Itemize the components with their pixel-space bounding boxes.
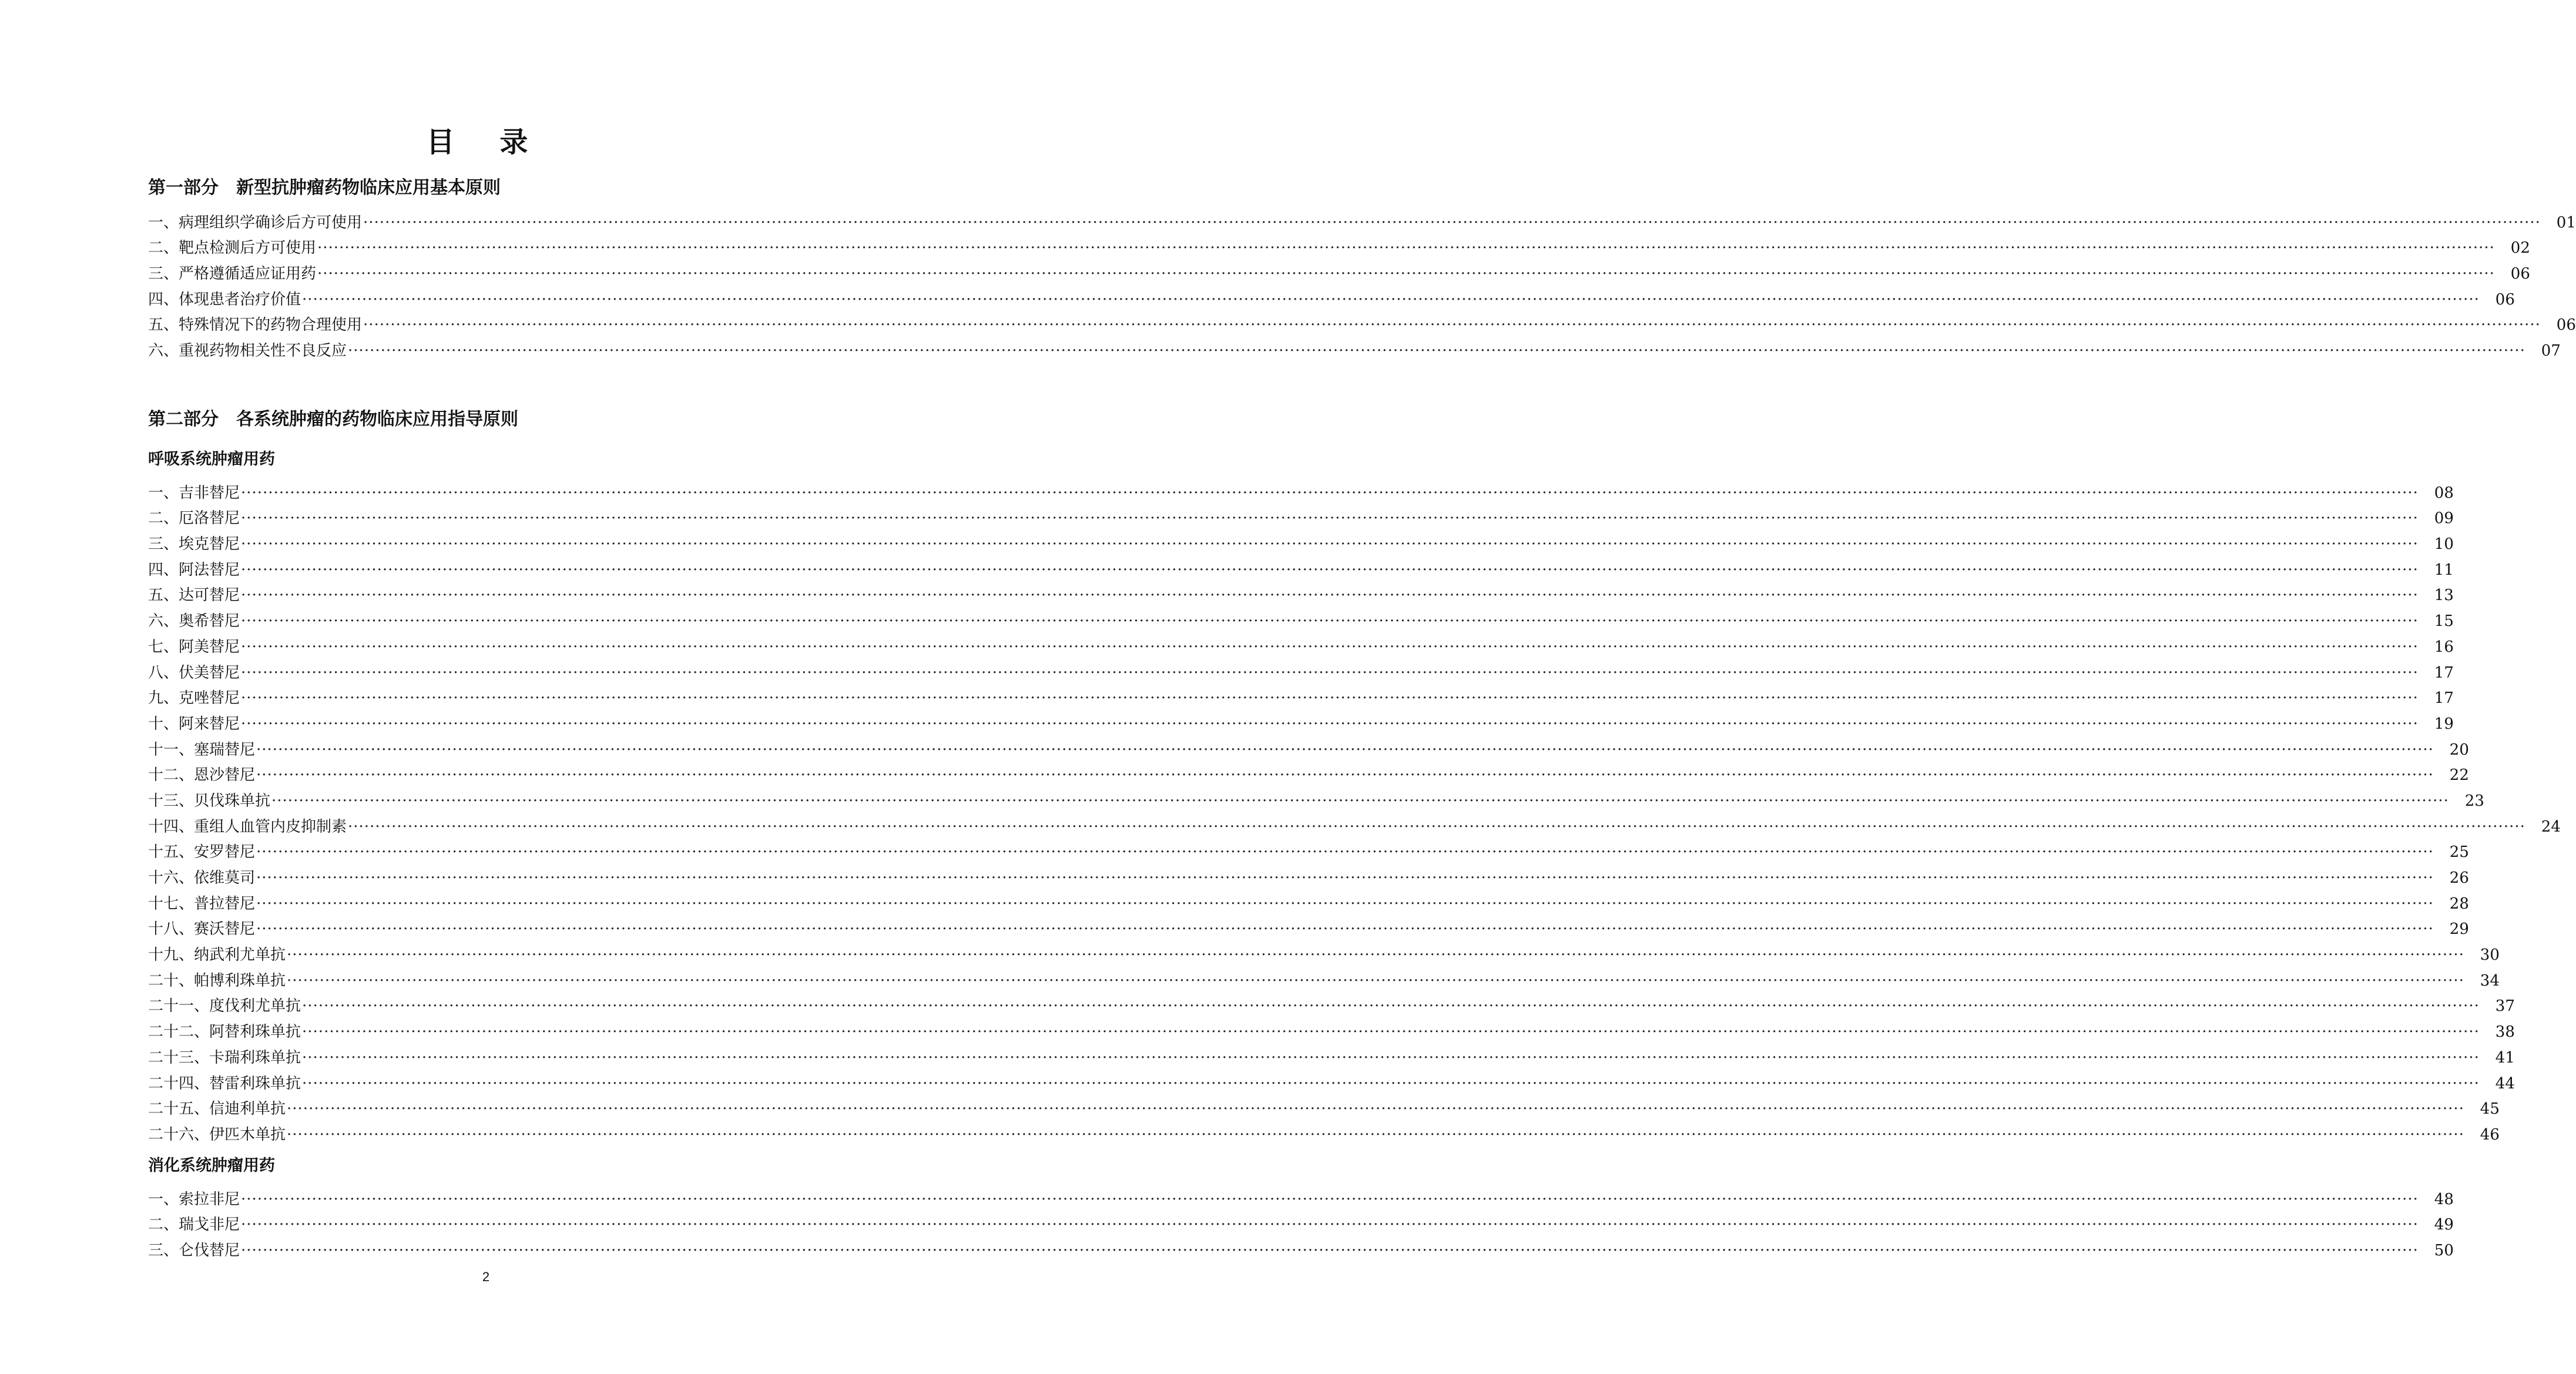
toc-entry-label: 二、靶点检测后方可使用 xyxy=(148,239,317,257)
toc-entry-label: 二十、帕博利珠单抗 xyxy=(148,971,286,990)
toc-dot-leader: ················································································································································································································································································································································································································ xyxy=(317,239,2495,257)
section-heading-digestive: 消化系统肿瘤用药 xyxy=(148,1157,275,1175)
toc-entry-label: 十七、普拉替尼 xyxy=(148,894,256,913)
toc-dot-leader: ················································································································································································································································································································································································································ xyxy=(271,792,2449,810)
toc-entry-page: 06 xyxy=(2495,290,2515,309)
toc-entry[interactable] xyxy=(148,1042,2515,1068)
toc-entry[interactable] xyxy=(148,1068,2515,1094)
toc-entry[interactable] xyxy=(148,734,2469,760)
toc-entry[interactable] xyxy=(148,991,2515,1017)
toc-entry-page: 30 xyxy=(2480,946,2500,964)
toc-entry-page: 22 xyxy=(2449,766,2469,785)
toc-dot-leader: ················································································································································································································································································································································································································ xyxy=(241,587,2419,605)
toc-entry-page: 08 xyxy=(2434,484,2454,502)
respiratory-toc-list xyxy=(148,477,2561,1145)
toc-entry[interactable] xyxy=(148,914,2469,940)
toc-entry-label: 二十四、替雷利珠单抗 xyxy=(148,1074,301,1093)
toc-entry-label: 二十二、阿替利珠单抗 xyxy=(148,1023,301,1041)
toc-dot-leader: ················································································································································································································································································································································································································ xyxy=(256,869,2434,887)
toc-entry[interactable] xyxy=(148,1119,2500,1145)
toc-entry-label: 四、体现患者治疗价值 xyxy=(148,290,301,309)
toc-dot-leader: ················································································································································································································································································································································································································ xyxy=(241,612,2419,631)
toc-dot-leader: ················································································································································································································································································································································································································ xyxy=(287,1125,2464,1144)
toc-entry[interactable] xyxy=(148,477,2454,503)
toc-entry-page: 09 xyxy=(2434,510,2454,528)
toc-entry-page: 45 xyxy=(2480,1100,2500,1118)
toc-entry[interactable] xyxy=(148,683,2454,709)
toc-entry-label: 二、瑞戈非尼 xyxy=(148,1216,240,1234)
toc-entry[interactable] xyxy=(148,258,2530,284)
toc-entry-label: 二十五、信迪利单抗 xyxy=(148,1100,286,1118)
toc-entry[interactable] xyxy=(148,1184,2454,1209)
toc-dot-leader: ················································································································································································································································································································································································································ xyxy=(287,971,2464,990)
toc-entry-label: 二十三、卡瑞利珠单抗 xyxy=(148,1048,301,1067)
toc-entry[interactable] xyxy=(148,760,2469,786)
toc-entry[interactable] xyxy=(148,811,2561,837)
toc-dot-leader: ················································································································································································································································································································································································································ xyxy=(241,561,2419,579)
toc-dot-leader: ················································································································································································································································································································································································································ xyxy=(241,1216,2419,1234)
toc-dot-leader: ················································································································································································································································································································································································································ xyxy=(241,1242,2419,1260)
toc-entry-label: 二十一、度伐利尤单抗 xyxy=(148,997,301,1016)
toc-entry[interactable] xyxy=(148,528,2454,554)
toc-entry-page: 02 xyxy=(2510,239,2530,257)
page-title: 目 录 xyxy=(426,126,546,159)
toc-entry[interactable] xyxy=(148,785,2484,811)
toc-entry[interactable] xyxy=(148,503,2454,529)
toc-dot-leader: ················································································································································································································································································································································································································ xyxy=(287,946,2464,964)
toc-entry-page: 26 xyxy=(2449,869,2469,887)
toc-dot-leader: ················································································································································································································································································································································································································ xyxy=(287,1100,2464,1118)
toc-entry-page: 50 xyxy=(2434,1242,2454,1260)
toc-entry-page: 15 xyxy=(2434,612,2454,631)
toc-entry[interactable] xyxy=(148,657,2454,683)
toc-dot-leader: ················································································································································································································································································································································································································ xyxy=(302,1074,2480,1093)
toc-entry-label: 十六、依维莫司 xyxy=(148,869,256,887)
toc-entry[interactable] xyxy=(148,862,2469,888)
toc-entry-label: 一、病理组织学确诊后方可使用 xyxy=(148,213,363,232)
toc-entry[interactable] xyxy=(148,1016,2515,1042)
toc-entry-label: 十八、赛沃替尼 xyxy=(148,920,256,939)
toc-entry[interactable] xyxy=(148,888,2469,914)
toc-dot-leader: ················································································································································································································································································································································································································ xyxy=(302,1023,2480,1041)
toc-dot-leader: ················································································································································································································································································································································································································ xyxy=(241,510,2419,528)
toc-entry-label: 十五、安罗替尼 xyxy=(148,843,256,862)
toc-entry-label: 十三、贝伐珠单抗 xyxy=(148,792,271,810)
toc-entry[interactable] xyxy=(148,631,2454,657)
toc-entry[interactable] xyxy=(148,708,2454,734)
toc-entry[interactable] xyxy=(148,554,2454,580)
toc-entry-label: 一、索拉非尼 xyxy=(148,1190,240,1208)
toc-dot-leader: ················································································································································································································································································································································································································ xyxy=(256,740,2434,759)
toc-dot-leader: ················································································································································································································································································································································································································ xyxy=(256,920,2434,939)
toc-dot-leader: ················································································································································································································································································································································································································ xyxy=(241,535,2419,554)
toc-entry[interactable] xyxy=(148,207,2576,233)
toc-dot-leader: ················································································································································································································································································································································································································ xyxy=(302,997,2480,1016)
toc-entry-label: 五、特殊情况下的药物合理使用 xyxy=(148,316,363,334)
toc-dot-leader: ················································································································································································································································································································································································································ xyxy=(241,715,2419,733)
toc-dot-leader: ················································································································································································································································································································································································································ xyxy=(363,316,2541,334)
toc-dot-leader: ················································································································································································································································································································································································································ xyxy=(241,638,2419,656)
toc-entry-label: 二十六、伊匹木单抗 xyxy=(148,1125,286,1144)
toc-entry-page: 38 xyxy=(2495,1023,2515,1041)
toc-entry-label: 十四、重组人血管内皮抑制素 xyxy=(148,817,347,836)
toc-entry[interactable] xyxy=(148,965,2500,991)
toc-entry-page: 19 xyxy=(2434,715,2454,733)
toc-entry-page: 06 xyxy=(2556,316,2576,334)
part1-toc-list xyxy=(148,207,2576,361)
toc-entry-label: 五、达可替尼 xyxy=(148,587,240,605)
toc-dot-leader: ················································································································································································································································································································································································································ xyxy=(241,689,2419,708)
toc-dot-leader: ················································································································································································································································································································································································································ xyxy=(348,817,2525,836)
toc-entry-page: 46 xyxy=(2480,1125,2500,1144)
toc-dot-leader: ················································································································································································································································································································································································································ xyxy=(302,1048,2480,1067)
toc-entry-page: 48 xyxy=(2434,1190,2454,1208)
toc-dot-leader: ················································································································································································································································································································································································································ xyxy=(256,894,2434,913)
toc-entry-label: 三、严格遵循适应证用药 xyxy=(148,265,317,283)
toc-entry[interactable] xyxy=(148,1209,2454,1235)
part1-heading: 第一部分 新型抗肿瘤药物临床应用基本原则 xyxy=(148,177,501,198)
toc-entry-page: 34 xyxy=(2480,971,2500,990)
toc-entry-label: 三、埃克替尼 xyxy=(148,535,240,554)
toc-entry-label: 六、重视药物相关性不良反应 xyxy=(148,342,347,360)
toc-entry-page: 44 xyxy=(2495,1074,2515,1093)
toc-entry-page: 24 xyxy=(2541,817,2561,836)
digestive-toc-list xyxy=(148,1184,2454,1261)
toc-entry[interactable] xyxy=(148,837,2469,863)
part2-heading: 第二部分 各系统肿瘤的药物临床应用指导原则 xyxy=(148,409,518,430)
toc-entry-page: 23 xyxy=(2464,792,2484,810)
toc-entry-page: 01 xyxy=(2556,213,2576,232)
toc-entry-label: 一、吉非替尼 xyxy=(148,484,240,502)
toc-entry-label: 六、奥希替尼 xyxy=(148,612,240,631)
toc-entry-label: 三、仑伐替尼 xyxy=(148,1242,240,1260)
toc-entry-label: 四、阿法替尼 xyxy=(148,561,240,579)
toc-entry[interactable] xyxy=(148,310,2576,336)
toc-entry-page: 29 xyxy=(2449,920,2469,939)
toc-entry-page: 16 xyxy=(2434,638,2454,656)
toc-dot-leader: ················································································································································································································································································································································································································ xyxy=(363,213,2541,232)
toc-dot-leader: ················································································································································································································································································································································································································ xyxy=(256,843,2434,862)
toc-entry-page: 37 xyxy=(2495,997,2515,1016)
toc-entry-label: 七、阿美替尼 xyxy=(148,638,240,656)
page-number: 2 xyxy=(482,1269,490,1284)
toc-dot-leader: ················································································································································································································································································································································································································ xyxy=(348,342,2525,360)
toc-entry[interactable] xyxy=(148,939,2500,965)
toc-entry[interactable] xyxy=(148,335,2561,361)
toc-entry[interactable] xyxy=(148,1235,2454,1261)
toc-entry-page: 13 xyxy=(2434,587,2454,605)
toc-dot-leader: ················································································································································································································································································································································································································ xyxy=(241,663,2419,682)
toc-dot-leader: ················································································································································································································································································································································································································ xyxy=(241,1190,2419,1208)
toc-entry[interactable] xyxy=(148,605,2454,631)
toc-entry-page: 17 xyxy=(2434,689,2454,708)
toc-entry-page: 17 xyxy=(2434,663,2454,682)
toc-dot-leader: ················································································································································································································································································································································································································ xyxy=(302,290,2480,309)
toc-entry[interactable] xyxy=(148,1094,2500,1120)
toc-dot-leader: ················································································································································································································································································································································································································ xyxy=(256,766,2434,785)
toc-entry-label: 九、克唑替尼 xyxy=(148,689,240,708)
toc-entry-page: 10 xyxy=(2434,535,2454,554)
toc-dot-leader: ················································································································································································································································································································································································································ xyxy=(317,265,2495,283)
toc-entry-label: 二、厄洛替尼 xyxy=(148,510,240,528)
toc-dot-leader: ················································································································································································································································································································································································································ xyxy=(241,484,2419,502)
toc-entry-page: 11 xyxy=(2434,561,2454,579)
toc-entry-page: 41 xyxy=(2495,1048,2515,1067)
toc-entry-page: 06 xyxy=(2510,265,2530,283)
toc-entry-page: 07 xyxy=(2541,342,2561,360)
toc-entry-page: 25 xyxy=(2449,843,2469,862)
toc-entry-label: 十二、恩沙替尼 xyxy=(148,766,256,785)
section-heading-respiratory: 呼吸系统肿瘤用药 xyxy=(148,450,275,468)
toc-entry-page: 49 xyxy=(2434,1216,2454,1234)
toc-entry-label: 十一、塞瑞替尼 xyxy=(148,740,256,759)
toc-entry-label: 十九、纳武利尤单抗 xyxy=(148,946,286,964)
toc-entry-page: 28 xyxy=(2449,894,2469,913)
toc-entry[interactable] xyxy=(148,284,2515,310)
toc-entry-label: 十、阿来替尼 xyxy=(148,715,240,733)
toc-entry[interactable] xyxy=(148,233,2530,259)
toc-entry-page: 20 xyxy=(2449,740,2469,759)
toc-entry-label: 八、伏美替尼 xyxy=(148,663,240,682)
toc-entry[interactable] xyxy=(148,580,2454,606)
